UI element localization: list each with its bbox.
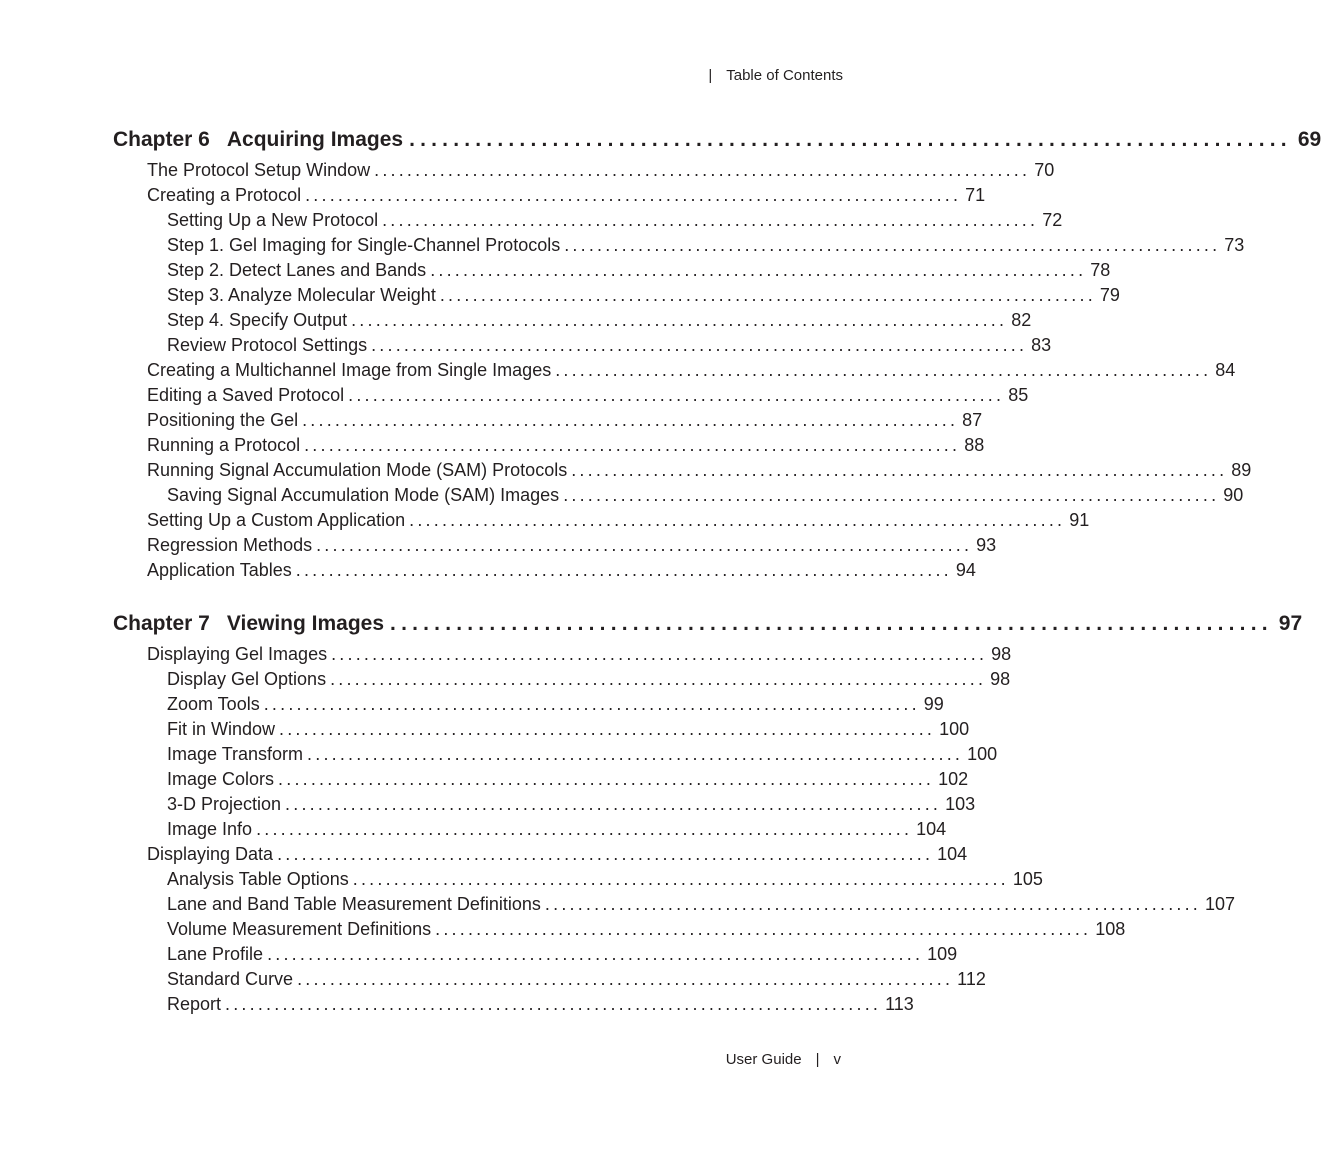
toc-entry[interactable] bbox=[113, 994, 914, 1019]
toc-entry-page: 98 bbox=[991, 644, 1012, 664]
dot-leader: ................................................................................ bbox=[267, 944, 924, 964]
dot-leader: ................................................................................ bbox=[564, 235, 1221, 255]
dot-leader: ................................................................................ bbox=[256, 819, 913, 839]
toc-chapter-heading[interactable] bbox=[113, 128, 1321, 160]
toc-entry-title: Fit in Window bbox=[167, 719, 276, 739]
toc-entry-title: Running Signal Accumulation Mode (SAM) Protocols bbox=[147, 460, 568, 480]
toc-entry-page: 99 bbox=[923, 694, 944, 714]
toc-entry-title: Saving Signal Accumulation Mode (SAM) Images bbox=[167, 485, 560, 505]
toc-entry[interactable] bbox=[113, 535, 997, 560]
toc-entry-page: 105 bbox=[1012, 869, 1043, 889]
chapter-title: Acquiring Images bbox=[226, 128, 404, 151]
toc-entry-page: 104 bbox=[916, 819, 947, 839]
dot-leader: ................................................................................ bbox=[225, 994, 882, 1014]
toc-entry-title: Image Transform bbox=[167, 744, 304, 764]
toc-entry-page: 87 bbox=[962, 410, 983, 430]
toc-entry-title: 3-D Projection bbox=[167, 794, 282, 814]
toc-entry-title: Image Info bbox=[167, 819, 253, 839]
toc-entry-page: 83 bbox=[1031, 335, 1052, 355]
dot-leader: ................................................................................ bbox=[348, 385, 1005, 405]
toc-entry[interactable] bbox=[113, 435, 985, 460]
toc-entry-page: 91 bbox=[1069, 510, 1090, 530]
toc-entry-page: 72 bbox=[1042, 210, 1063, 230]
dot-leader: ................................................................................ bbox=[435, 919, 1092, 939]
toc-entry[interactable] bbox=[113, 560, 976, 585]
toc-chapter-7 bbox=[113, 612, 1303, 1019]
toc-entry-page: 84 bbox=[1215, 360, 1236, 380]
dot-leader: ................................................................................ bbox=[439, 285, 1096, 305]
dot-leader: ................................................................................ bbox=[352, 869, 1009, 889]
toc-chapter-6 bbox=[113, 128, 1321, 585]
toc-entry[interactable] bbox=[113, 769, 969, 794]
dot-leader: ................................................................................ bbox=[316, 535, 973, 555]
toc-entry-page: 82 bbox=[1011, 310, 1032, 330]
dot-leader: ................................................................................ bbox=[430, 260, 1087, 280]
toc-entry[interactable] bbox=[113, 510, 1090, 535]
toc-entry-title: Report bbox=[167, 994, 222, 1014]
toc-entry-title: Analysis Table Options bbox=[167, 869, 349, 889]
toc-entry-page: 103 bbox=[945, 794, 976, 814]
toc-entry[interactable] bbox=[113, 669, 1011, 694]
toc-entry[interactable] bbox=[113, 285, 1120, 310]
toc-entry-title: Review Protocol Settings bbox=[167, 335, 368, 355]
toc-entry[interactable] bbox=[113, 335, 1052, 360]
toc-entry-title: Lane and Band Table Measurement Definitions bbox=[167, 894, 541, 914]
toc-entry-title: Running a Protocol bbox=[147, 435, 301, 455]
toc-entry-title: Step 1. Gel Imaging for Single-Channel Protocols bbox=[167, 235, 561, 255]
dot-leader: ................................................................................ bbox=[390, 612, 1273, 635]
toc-entry[interactable] bbox=[113, 210, 1063, 235]
running-footer bbox=[726, 1051, 841, 1068]
dot-leader: ................................................................................ bbox=[331, 644, 988, 664]
dot-leader: ................................................................................ bbox=[351, 310, 1008, 330]
toc-entry[interactable] bbox=[113, 844, 968, 869]
toc-entry[interactable] bbox=[113, 969, 986, 994]
toc-entry-title: Editing a Saved Protocol bbox=[147, 385, 345, 405]
dot-leader: ................................................................................ bbox=[277, 844, 934, 864]
toc-entry-title: Setting Up a New Protocol bbox=[167, 210, 379, 230]
dot-leader: ................................................................................ bbox=[382, 210, 1039, 230]
header-separator: | bbox=[708, 67, 713, 84]
toc-entry[interactable] bbox=[113, 794, 976, 819]
header-section-title: Table of Contents bbox=[726, 67, 843, 84]
dot-leader: ................................................................................ bbox=[563, 485, 1220, 505]
toc-entry-page: 100 bbox=[967, 744, 998, 764]
toc-entry-title: The Protocol Setup Window bbox=[147, 160, 371, 180]
dot-leader: ................................................................................ bbox=[371, 335, 1028, 355]
dot-leader: ................................................................................ bbox=[278, 769, 935, 789]
toc-entry-title: Creating a Protocol bbox=[147, 185, 302, 205]
chapter-page-number: 97 bbox=[1278, 612, 1303, 635]
dot-leader: ................................................................................ bbox=[297, 969, 954, 989]
dot-leader: ................................................................................ bbox=[330, 669, 987, 689]
running-header bbox=[708, 67, 843, 84]
toc-entry-page: 98 bbox=[990, 669, 1011, 689]
toc-entry-title: Positioning the Gel bbox=[147, 410, 299, 430]
toc-entry[interactable] bbox=[113, 944, 958, 969]
toc-entry-title: Regression Methods bbox=[147, 535, 313, 555]
toc-entry-title: Standard Curve bbox=[167, 969, 294, 989]
toc-entry-page: 70 bbox=[1034, 160, 1055, 180]
toc-entry-page: 104 bbox=[937, 844, 968, 864]
dot-leader: ................................................................................ bbox=[374, 160, 1031, 180]
toc-entry-page: 78 bbox=[1090, 260, 1111, 280]
toc-entry[interactable] bbox=[113, 260, 1111, 285]
toc-entry-page: 89 bbox=[1231, 460, 1252, 480]
toc-entry-title: Application Tables bbox=[147, 560, 292, 580]
toc-entry-page: 107 bbox=[1205, 894, 1236, 914]
toc-entry-page: 113 bbox=[885, 994, 914, 1014]
toc-entry[interactable] bbox=[113, 235, 1245, 260]
dot-leader: ................................................................................ bbox=[409, 510, 1066, 530]
toc-entry-title: Image Colors bbox=[167, 769, 275, 789]
toc-entry[interactable] bbox=[113, 919, 1126, 944]
dot-leader: ................................................................................ bbox=[304, 435, 961, 455]
toc-entry[interactable] bbox=[113, 410, 983, 435]
footer-separator: | bbox=[815, 1051, 820, 1068]
dot-leader: ................................................................................ bbox=[285, 794, 942, 814]
toc-entry[interactable] bbox=[113, 185, 986, 210]
chapter-number: Chapter 6 bbox=[113, 128, 210, 151]
dot-leader: ................................................................................ bbox=[409, 128, 1292, 151]
toc-entry-title: Step 3. Analyze Molecular Weight bbox=[167, 285, 436, 305]
toc-entry-title: Zoom Tools bbox=[167, 694, 260, 714]
toc-entry-page: 90 bbox=[1223, 485, 1244, 505]
toc-entry-title: Display Gel Options bbox=[167, 669, 327, 689]
dot-leader: ................................................................................ bbox=[263, 694, 920, 714]
dot-leader: ................................................................................ bbox=[544, 894, 1201, 914]
toc-entry-page: 100 bbox=[939, 719, 970, 739]
toc-entry-title: Creating a Multichannel Image from Single Images bbox=[147, 360, 552, 380]
toc-entry[interactable] bbox=[113, 644, 1012, 669]
toc-entry[interactable] bbox=[113, 485, 1244, 510]
toc-entry[interactable] bbox=[113, 385, 1029, 410]
footer-label: User Guide bbox=[725, 1051, 802, 1068]
chapter-title: Viewing Images bbox=[226, 612, 385, 635]
toc-entry[interactable] bbox=[113, 719, 970, 744]
toc-entry-title: Displaying Gel Images bbox=[147, 644, 328, 664]
dot-leader: ................................................................................ bbox=[555, 360, 1212, 380]
toc-entry-page: 94 bbox=[955, 560, 976, 580]
toc-entry-page: 109 bbox=[927, 944, 958, 964]
page-number: v bbox=[833, 1051, 841, 1068]
dot-leader: ................................................................................ bbox=[305, 185, 962, 205]
toc-entry-title: Volume Measurement Definitions bbox=[167, 919, 432, 939]
toc-entry-title: Step 2. Detect Lanes and Bands bbox=[167, 260, 427, 280]
toc-entry-page: 71 bbox=[965, 185, 986, 205]
toc-entry[interactable] bbox=[113, 694, 944, 719]
toc-entry-title: Displaying Data bbox=[147, 844, 274, 864]
toc-chapter-heading[interactable] bbox=[113, 612, 1303, 644]
toc-entry[interactable] bbox=[113, 460, 1252, 485]
dot-leader: ................................................................................ bbox=[571, 460, 1228, 480]
toc-entry-page: 108 bbox=[1095, 919, 1126, 939]
toc-entry-page: 102 bbox=[938, 769, 969, 789]
dot-leader: ................................................................................ bbox=[307, 744, 964, 764]
toc-entry-page: 112 bbox=[957, 969, 986, 989]
toc-entry-title: Step 4. Specify Output bbox=[167, 310, 348, 330]
toc-entry[interactable] bbox=[113, 160, 1055, 185]
toc-entry[interactable] bbox=[113, 744, 998, 769]
toc-entry[interactable] bbox=[113, 360, 1236, 385]
toc-entry-page: 85 bbox=[1008, 385, 1029, 405]
toc-entry[interactable] bbox=[113, 894, 1236, 919]
chapter-page-number: 69 bbox=[1297, 128, 1321, 151]
toc-entry-page: 93 bbox=[976, 535, 997, 555]
toc-entry[interactable] bbox=[113, 869, 1043, 894]
toc-entry-page: 88 bbox=[964, 435, 985, 455]
toc-entry-title: Setting Up a Custom Application bbox=[147, 510, 406, 530]
toc-entry-page: 73 bbox=[1224, 235, 1245, 255]
dot-leader: ................................................................................ bbox=[295, 560, 952, 580]
toc-entry[interactable] bbox=[113, 819, 947, 844]
toc-entry-title: Lane Profile bbox=[167, 944, 264, 964]
chapter-number: Chapter 7 bbox=[113, 612, 210, 635]
toc-entry-page: 79 bbox=[1099, 285, 1120, 305]
toc-entry[interactable] bbox=[113, 310, 1032, 335]
dot-leader: ................................................................................ bbox=[302, 410, 959, 430]
dot-leader: ................................................................................ bbox=[279, 719, 936, 739]
